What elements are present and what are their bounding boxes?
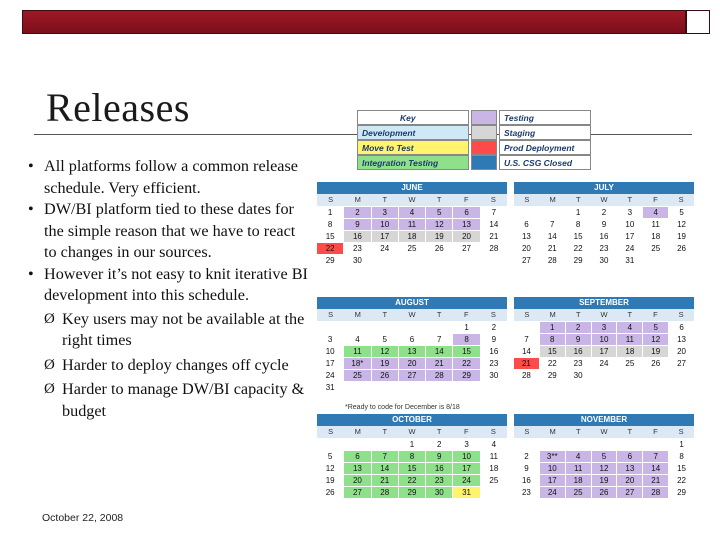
day-grid: 1 2 3** 4 5 6 7 8 9 10 11 12 13 14 15 16 17 18 19 20 21 22 23 24 25 26 27 28 29 xyxy=(521,440,687,497)
calendar-october xyxy=(317,414,507,508)
header-box xyxy=(686,10,710,34)
key-title: Key xyxy=(357,110,469,125)
key-staging: Staging xyxy=(499,125,591,140)
slide-date: October 22, 2008 xyxy=(42,512,124,524)
calendar-key xyxy=(357,108,593,170)
month-title: AUGUST xyxy=(317,297,507,309)
month-title: JULY xyxy=(514,182,694,194)
key-swatch-prod xyxy=(471,140,497,155)
weekday-row: S M T W T F S xyxy=(317,426,507,438)
calendar-june xyxy=(317,182,507,286)
key-swatch-testing xyxy=(471,110,497,125)
calendar-september xyxy=(514,297,694,403)
month-title: SEPTEMBER xyxy=(514,297,694,309)
weekday-row: S M T W T F S xyxy=(317,194,507,206)
key-csg-closed: U.S. CSG Closed xyxy=(499,155,591,170)
day-grid: 1 2 3 4 5 6 7 8 9 10 11 12 13 14 15 16 17 18 19 20 21 22 23 24 25 26 27 28 29 30 xyxy=(317,207,507,266)
bullet-list xyxy=(28,156,308,425)
key-integration-testing: Integration Testing xyxy=(357,155,469,170)
sub-bullet-1: Ø Key users may not be available at the right times xyxy=(44,309,308,352)
calendar-august xyxy=(317,297,507,407)
weekday-row: S M T W T F S xyxy=(514,309,694,321)
calendar-july xyxy=(514,182,694,286)
slide-title: Releases xyxy=(46,85,190,130)
weekday-row: S M T W T F S xyxy=(514,426,694,438)
key-development: Development xyxy=(357,125,469,140)
weekday-row: S M T W T F S xyxy=(514,194,694,206)
bullet-2: • DW/BI platform tied to these dates for the simple reason that we have to react to changes in our sources. xyxy=(28,199,308,264)
day-grid: 1 2 3 4 5 6 7 8 9 10 11 12 13 14 15 16 17 18 19 20 21 22 23 24 25 26 27 28 29 30 xyxy=(514,322,694,381)
footnote: *Ready to code for December is 8/18 xyxy=(345,404,460,411)
month-title: NOVEMBER xyxy=(514,414,694,426)
day-grid: 1 2 3 4 5 6 7 8 9 10 11 12 13 14 15 16 17 18 19 20 21 22 23 24 25 26 27 28 29 30 31 xyxy=(521,208,687,265)
key-prod-deployment: Prod Deployment xyxy=(499,140,591,155)
day-grid: 1 2 3 4 5 6 7 8 9 10 11 12 13 14 15 16 17 18* 19 20 21 22 23 24 25 26 27 28 29 30 31 xyxy=(325,323,499,392)
bullet-3: • However it’s not easy to knit iterative BI development into this schedule. xyxy=(28,264,308,307)
bullet-1: • All platforms follow a common release schedule. Very efficient. xyxy=(28,156,308,199)
calendar-november xyxy=(514,414,694,514)
month-title: JUNE xyxy=(317,182,507,194)
key-move-to-test: Move to Test xyxy=(357,140,469,155)
sub-bullet-3: Ø Harder to manage DW/BI capacity & budget xyxy=(44,379,308,422)
day-grid: 1 2 3 4 5 6 7 8 9 10 11 12 13 14 15 16 17 18 19 20 21 22 23 24 25 26 27 28 29 30 31 xyxy=(325,440,499,497)
key-swatch-staging xyxy=(471,125,497,140)
key-testing: Testing xyxy=(499,110,591,125)
sub-bullet-2: Ø Harder to deploy changes off cycle xyxy=(44,355,308,377)
month-title: OCTOBER xyxy=(317,414,507,426)
header-bar xyxy=(22,10,686,34)
weekday-row: S M T W T F S xyxy=(317,309,507,321)
key-swatch-closed xyxy=(471,155,497,170)
